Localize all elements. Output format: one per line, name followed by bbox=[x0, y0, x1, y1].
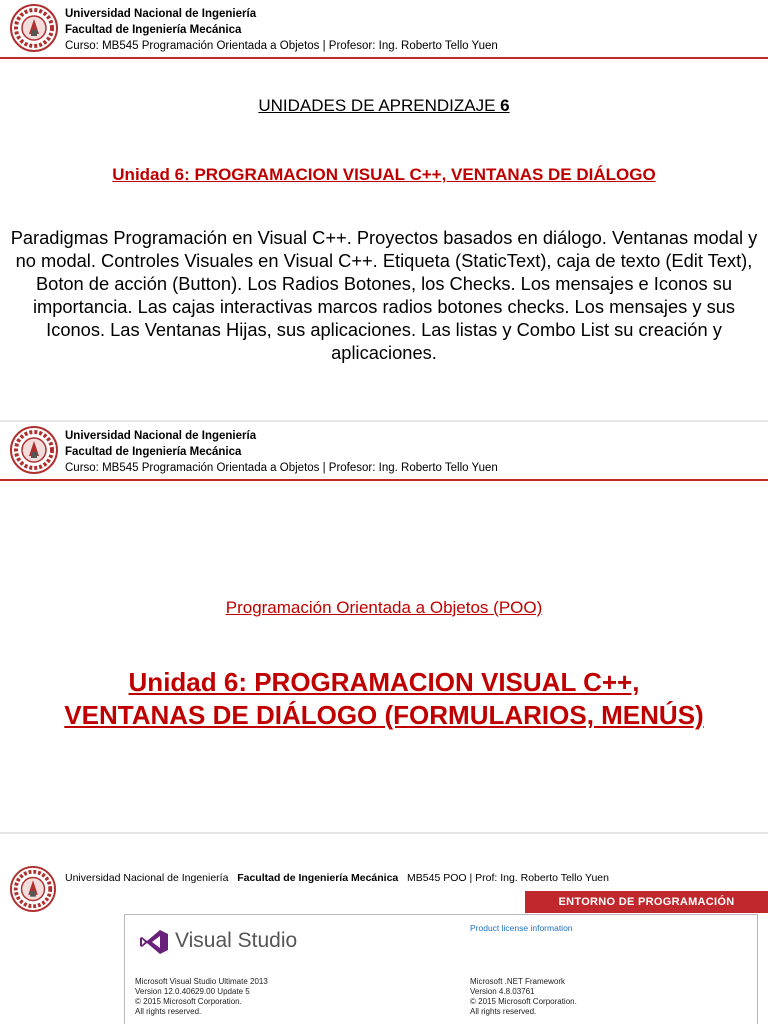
dotnet-info-line: Microsoft .NET Framework bbox=[470, 977, 565, 986]
vs-product-name: Visual Studio bbox=[175, 929, 298, 952]
header-course: MB545 POO | Prof: Ing. Roberto Tello Yuen bbox=[407, 872, 609, 884]
unidades-number: 6 bbox=[500, 96, 510, 115]
university-seal-icon bbox=[10, 4, 58, 52]
dotnet-info-line: Version 4.8.03761 bbox=[470, 987, 535, 996]
slide-2 bbox=[0, 422, 768, 832]
header-rule bbox=[0, 57, 768, 59]
unidades-prefix: UNIDADES DE APRENDIZAJE bbox=[258, 96, 501, 115]
university-seal-icon bbox=[10, 866, 56, 912]
university-seal-icon bbox=[10, 426, 58, 474]
vs-info-line: All rights reserved. bbox=[135, 1007, 202, 1016]
vs-about-dialog bbox=[124, 914, 758, 1024]
dotnet-version-info bbox=[470, 977, 577, 1017]
header-university: Universidad Nacional de Ingeniería bbox=[65, 430, 257, 442]
header-faculty: Facultad de Ingeniería Mecánica bbox=[65, 24, 242, 36]
header-course: Curso: MB545 Programación Orientada a Objetos | Profesor: Ing. Roberto Tello Yuen bbox=[65, 462, 498, 474]
dotnet-info-line: All rights reserved. bbox=[470, 1007, 537, 1016]
header-university: Universidad Nacional de Ingeniería bbox=[65, 872, 229, 884]
header-course: Curso: MB545 Programación Orientada a Objetos | Profesor: Ing. Roberto Tello Yuen bbox=[65, 40, 498, 52]
unit-big-title-line2: VENTANAS DE DIÁLOGO (FORMULARIOS, MENÚS) bbox=[64, 700, 704, 730]
slide-3 bbox=[0, 834, 768, 1024]
license-link[interactable]: Product license information bbox=[470, 923, 573, 933]
section-label: ENTORNO DE PROGRAMACIÓN bbox=[525, 891, 768, 913]
header-text bbox=[65, 428, 498, 476]
header-university: Universidad Nacional de Ingeniería bbox=[65, 8, 257, 20]
header-text bbox=[65, 6, 498, 54]
visual-studio-logo-icon bbox=[139, 929, 169, 955]
vs-version-info bbox=[135, 977, 268, 1017]
unit-big-title bbox=[0, 666, 768, 732]
dotnet-info-line: © 2015 Microsoft Corporation. bbox=[470, 997, 577, 1006]
vs-info-line: Version 12.0.40629.00 Update 5 bbox=[135, 987, 250, 996]
unidades-heading bbox=[0, 96, 768, 116]
header-text bbox=[65, 870, 609, 886]
vs-info-line: Microsoft Visual Studio Ultimate 2013 bbox=[135, 977, 268, 986]
vs-info-line: © 2015 Microsoft Corporation. bbox=[135, 997, 242, 1006]
header-faculty: Facultad de Ingeniería Mecánica bbox=[65, 446, 242, 458]
unit-description: Paradigmas Programación en Visual C++. Proyectos basados en diálogo. Ventanas modal y no modal. Controles Visuales en Visual C++. Etiqueta (StaticText), caja de texto (Edit Text), Boton de acción (Button). Los Radios Botones, los Checks. Los mensajes e Iconos su importancia. Las cajas interactivas marcos radios botones checks. Los mensajes y sus Iconos. Las Ventanas Hijas, sus aplicaciones. Las listas y Combo List su creación y aplicaciones. bbox=[10, 227, 758, 363]
unit-title: Unidad 6: PROGRAMACION VISUAL C++, VENTANAS DE DIÁLOGO bbox=[112, 165, 656, 184]
header-faculty: Facultad de Ingeniería Mecánica bbox=[237, 872, 399, 884]
header-rule bbox=[0, 479, 768, 481]
course-subtitle: Programación Orientada a Objetos (POO) bbox=[225, 598, 543, 617]
unit-big-title-line1: Unidad 6: PROGRAMACION VISUAL C++, bbox=[128, 667, 640, 697]
slide-1 bbox=[0, 0, 768, 420]
